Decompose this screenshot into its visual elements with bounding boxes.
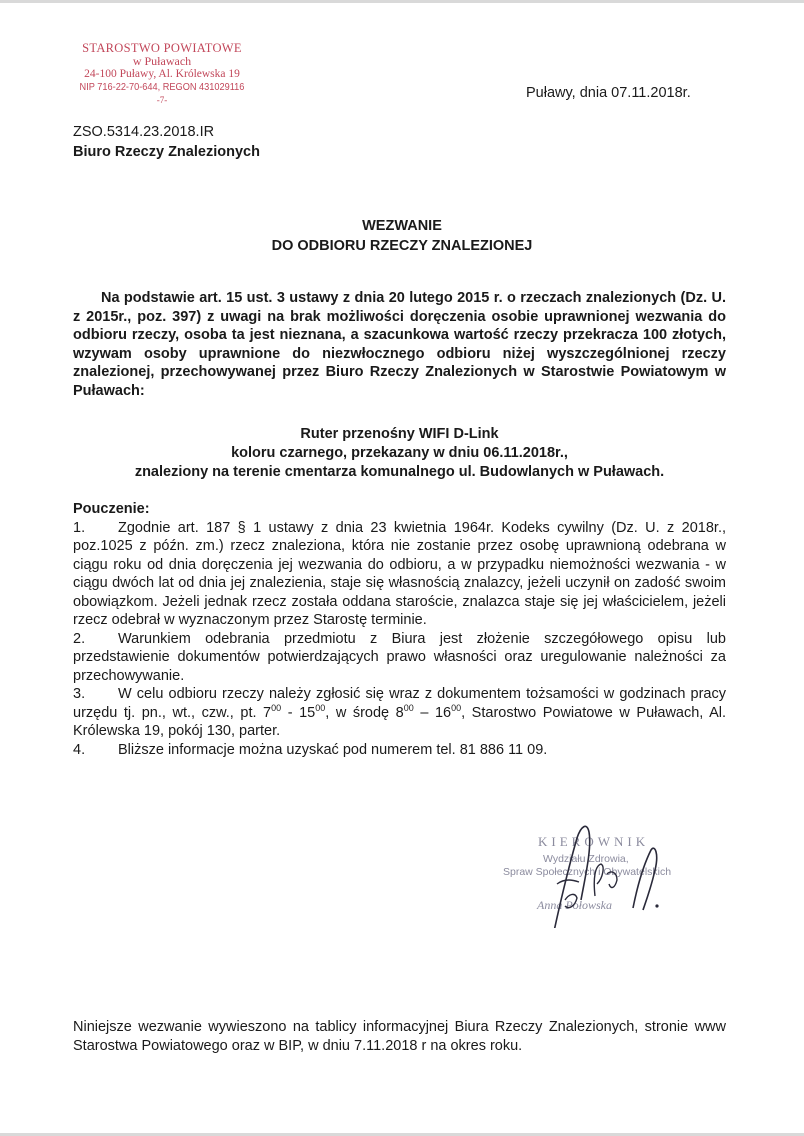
instruction-point-3: 3. W celu odbioru rzeczy należy zgłosić się wraz z dokumentem tożsamości w godzinach pracy urzędu tj. pn., wt., czw., pt. $7^{00} - 15^{00}$, w środę $8^{00} - 16^{00}$, Starostwo Powiatowe w Puławach, Al. Królewska 19, pokój 130, parter. bbox=[73, 686, 726, 739]
department-name: Biuro Rzeczy Znalezionych bbox=[73, 144, 260, 160]
main-paragraph bbox=[73, 289, 726, 400]
instruction-point-4: 4. Bliższe informacje można uzyskać pod numerem tel. 81 886 11 09. bbox=[73, 741, 548, 758]
reference-block bbox=[73, 122, 260, 162]
document-title bbox=[0, 216, 804, 256]
main-paragraph-text: Na podstawie art. 15 ust. 3 ustawy z dnia 20 lutego 2015 r. o rzeczach znalezionych (Dz. U. z 2015r., poz. 397) z uwagi na brak możliwości doręczenia osobie uprawnionej wezwania do odbioru rzeczy, osoba ta jest nieznana, a szacunkowa wartość rzeczy przekracza 100 złotych, wzywam osoby uprawnione do niezwłocznego odbioru niżej wyszczególnionej rzeczy znalezionej, przechowywanej przez Biuro Rzeczy Znalezionych w Starostwie Powiatowym w Puławach: bbox=[73, 290, 726, 399]
signature-stamp-title: KIEROWNIK bbox=[538, 834, 650, 849]
instruction-point-1: 1. Zgodnie art. 187 § 1 ustawy z dnia 23 kwietnia 1964r. Kodeks cywilny (Dz. U. z 2018r., poz.1025 z późn. zm.) rzecz znaleziona, która nie zostanie przez osobę uprawnioną odebrana w ciągu roku od dnia doręczenia jej wezwania do odbioru, a w przypadku niemożności wezwania - w ciągu dwóch lat od dnia jej znalezienia, staje się własnością znalazcy, jeżeli uczynił on zadość swoim obowiązkom. Jeżeli jednak rzecz została oddana staroście, znalazca staje się jej właścicielem, jeżeli rzecz odebrał w wyznaczonym przez Starostę terminie. bbox=[73, 519, 726, 628]
instructions-heading: Pouczenie: bbox=[73, 501, 150, 517]
item-line-2: koloru czarnego, przekazany w dniu 06.11.2018r., bbox=[231, 445, 568, 461]
office-stamp bbox=[62, 42, 262, 107]
instructions-section bbox=[73, 500, 726, 759]
found-item-description bbox=[73, 425, 726, 482]
signature-stamp-line-2: Spraw Społecznych i Obywatelskich bbox=[503, 866, 672, 878]
reference-number: ZSO.5314.23.2018.IR bbox=[73, 124, 215, 140]
handwritten-signature bbox=[495, 818, 710, 928]
stamp-address: 24-100 Puławy, Al. Królewska 19 bbox=[84, 68, 240, 80]
footer-note: Niniejsze wezwanie wywieszono na tablicy informacyjnej Biura Rzeczy Znalezionych, stronie www Starostwa Powiatowego oraz w BIP, w dniu 7.11.2018 r na okres roku. bbox=[73, 1019, 726, 1054]
signature-stamp-line-1: Wydziału Zdrowia, bbox=[543, 853, 629, 865]
stamp-office-name: STAROSTWO POWIATOWE bbox=[82, 41, 242, 55]
scan-top-edge bbox=[0, 0, 804, 3]
item-line-3: znaleziony na terenie cmentarza komunalnego ul. Budowlanych w Puławach. bbox=[134, 464, 665, 480]
title-line-1: WEZWANIE bbox=[362, 218, 442, 234]
document-date: Puławy, dnia 07.11.2018r. bbox=[526, 85, 691, 101]
instruction-point-2: 2. Warunkiem odebrania przedmiotu z Biura jest złożenie szczegółowego opisu lub przedstawienie dokumentów potwierdzających prawo własności oraz uregulowanie należności za przechowywanie. bbox=[73, 630, 726, 684]
signature-stamp-name: Anna Połowska bbox=[537, 898, 612, 912]
signature-stamp bbox=[495, 818, 710, 928]
stamp-code: -7- bbox=[156, 95, 168, 105]
item-line-1: Ruter przenośny WIFI D-Link bbox=[300, 426, 499, 442]
title-line-2: DO ODBIORU RZECZY ZNALEZIONEJ bbox=[271, 238, 533, 254]
stamp-tax-ids: NIP 716-22-70-644, REGON 431029116 bbox=[79, 82, 245, 93]
stamp-city: w Puławach bbox=[132, 54, 192, 68]
